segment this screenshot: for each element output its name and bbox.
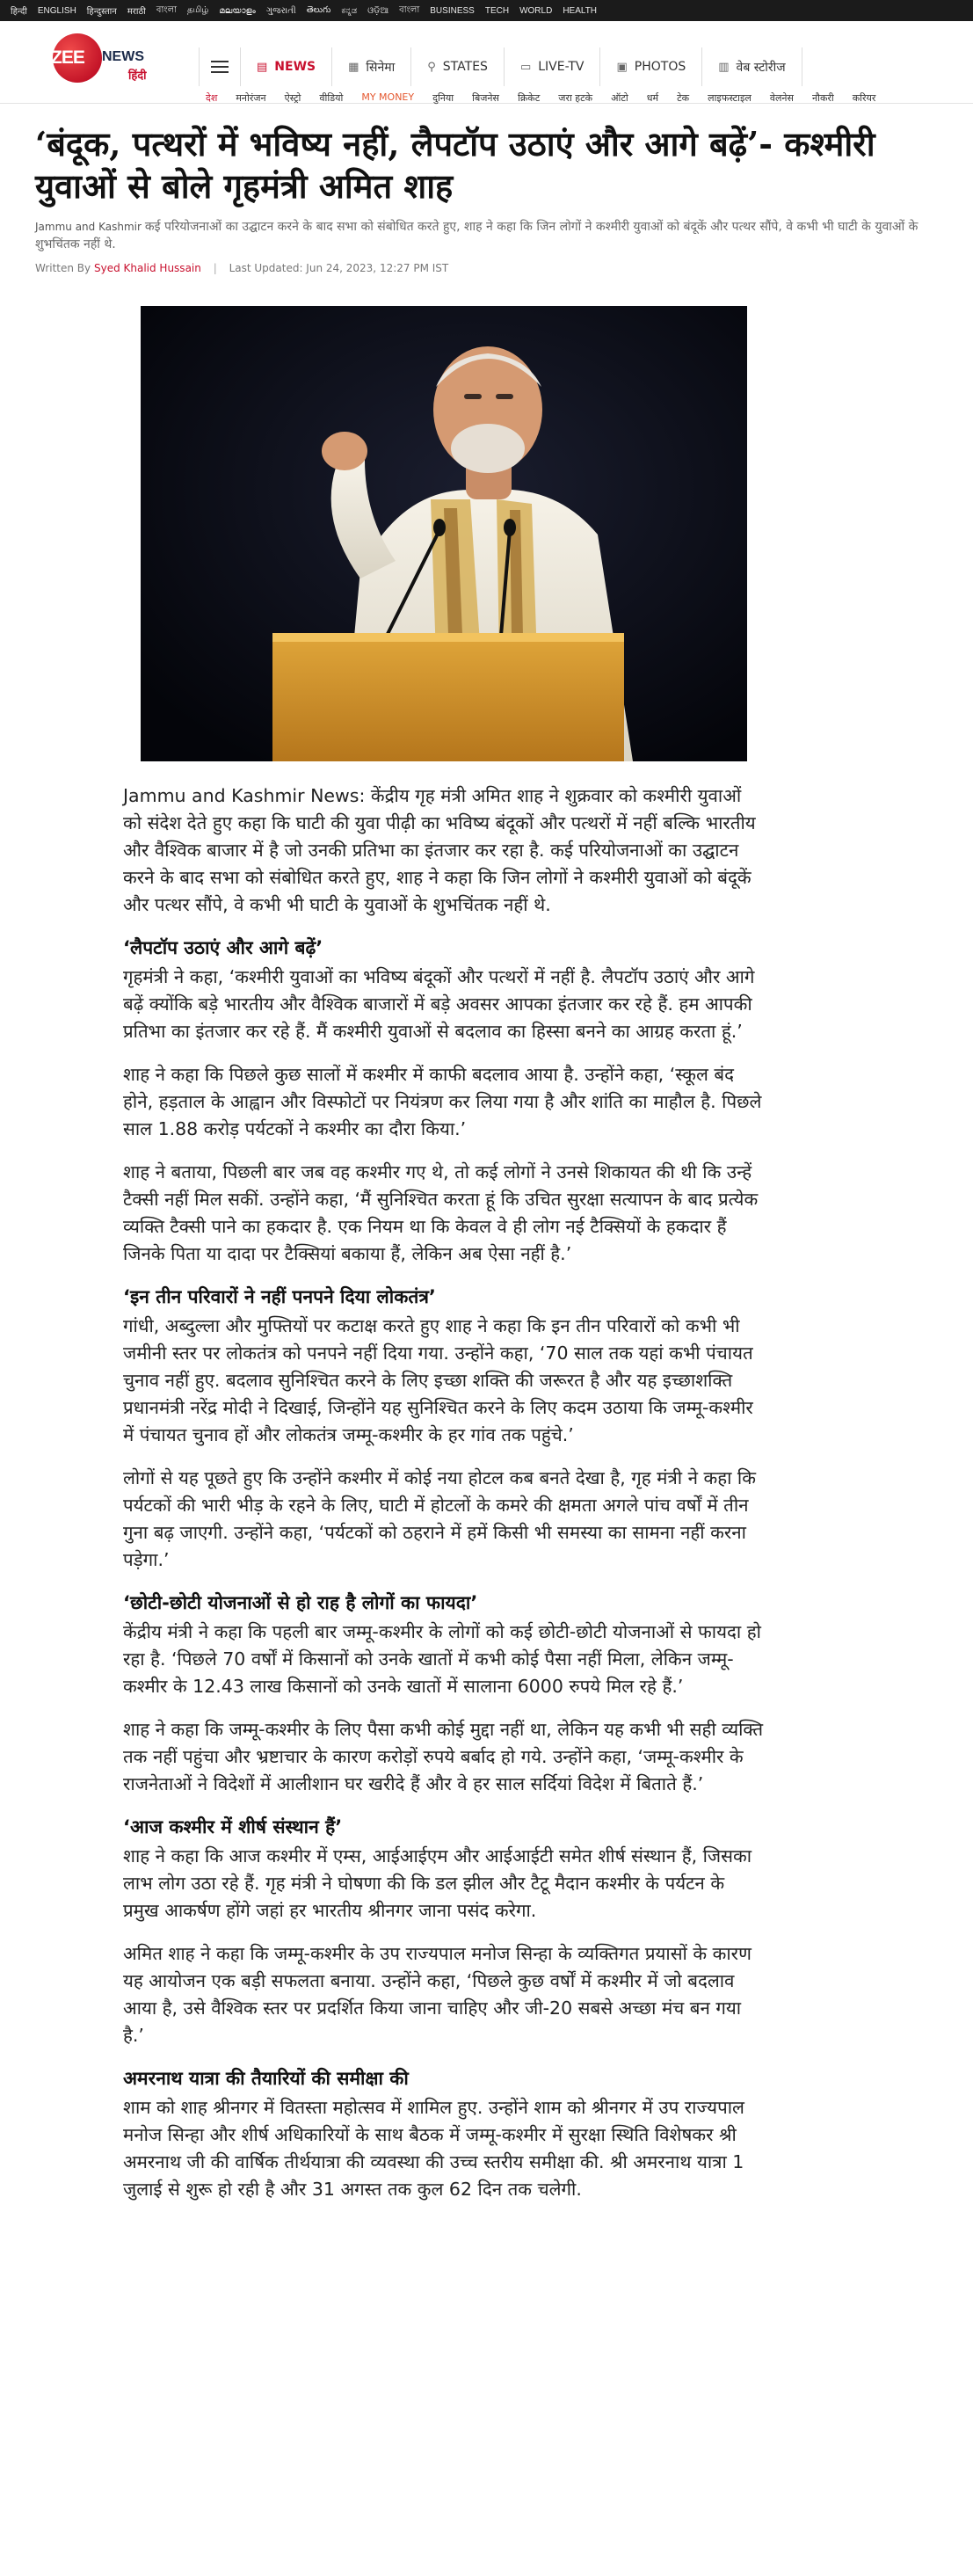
logo-zee-text: ZEE [51, 47, 84, 68]
language-link[interactable]: ಕನ್ನಡ [341, 5, 358, 16]
hero-image [141, 306, 747, 761]
sub-nav-link[interactable]: लाइफस्टाइल [708, 92, 752, 104]
sub-nav-link[interactable]: टेक [677, 92, 690, 104]
language-link[interactable]: తెలుగు [306, 5, 331, 15]
sub-nav-link[interactable]: दुनिया [432, 92, 454, 104]
hero-illustration [141, 306, 747, 761]
sub-nav-link[interactable]: ऐस्ट्रो [284, 92, 301, 104]
nav-item-live-tv[interactable] [505, 47, 601, 86]
written-by-label: Written By [35, 262, 91, 274]
article-paragraph: लोगों से यह पूछते हुए कि उन्होंने कश्मीर में कोई नया होटल कब बनते देखा है, गृह मंत्री ने कहा कि पर्यटकों की भारी भीड़ के रहने के लिए, घाटी में होटलों के कमरे की क्षमता अगले पांच वर्षों में तीन गुना बढ़ जाएगी. उन्होंने कहा, ‘पर्यटकों को ठहराने में हमें किसी भी समस्या का सामना नहीं करना पड़ेगा.’ [123, 1467, 756, 1570]
article-body [123, 782, 765, 2219]
language-link[interactable]: मराठी [127, 7, 146, 17]
language-link[interactable]: ENGLISH [37, 5, 76, 16]
summary-place: Jammu and Kashmir [35, 221, 142, 233]
sub-nav-link[interactable]: करियर [852, 92, 876, 104]
language-link[interactable]: HEALTH [563, 5, 598, 16]
language-link[interactable]: മലയാളം [219, 5, 256, 16]
sub-nav-link[interactable]: क्रिकेट [517, 92, 541, 104]
sub-nav-link[interactable]: वेलनेस [769, 92, 794, 104]
zee-news-logo[interactable] [46, 33, 158, 86]
sub-nav-link[interactable]: देश [206, 92, 218, 104]
language-link[interactable]: বাংলা [399, 4, 420, 15]
article-paragraph: शाम को शाह श्रीनगर में वितस्ता महोत्सव में शामिल हुए. उन्होंने शाम को श्रीनगर में उप राज्यपाल मनोज सिन्हा और शीर्ष अधिकारियों के साथ बैठक में जम्मू-कश्मीर में सुरक्षा स्थिति विशेषकर श्री अमरनाथ जी की वार्षिक तीर्थयात्रा की व्यवस्था की उच्च स्तरीय समीक्षा की. श्री अमरनाथ यात्रा 1 जुलाई से शुरू हो रही है और 31 अगस्त तक कुल 62 दिन तक चलेगी. [123, 2097, 744, 2200]
sub-nav [206, 91, 894, 105]
article-paragraph: शाह ने कहा कि पिछले कुछ सालों में कश्मीर में काफी बदलाव आया है. उन्होंने कहा, ‘स्कूल बंद होने, हड़ताल के आह्वान और विस्फोटों पर नियंत्रण कर लिया गया है और शांति का माहौल है. पिछले साल 1.88 करोड़ पर्यटकों ने कश्मीर का दौरा किया.’ [123, 1064, 762, 1139]
byline [35, 262, 923, 274]
sub-nav-link[interactable]: जरा हटके [558, 92, 593, 104]
article-subheading: अमरनाथ यात्रा की तैयारियों की समीक्षा की [123, 2068, 409, 2089]
hamburger-menu-icon[interactable] [199, 47, 241, 86]
sub-nav-link[interactable]: नौकरी [811, 92, 834, 104]
sub-nav-link[interactable]: मनोरंजन [236, 92, 266, 104]
nav-item-item-1[interactable] [332, 47, 411, 86]
language-link[interactable]: বাংলা [156, 4, 178, 15]
article-paragraph: केंद्रीय मंत्री ने कहा कि पहली बार जम्मू-कश्मीर के लोगों को कई छोटी-छोटी योजनाओं से फायदा हो रहा है. ‘पिछले 70 वर्षों में किसानों को उनके खातों में कभी कोई पैसा नहीं मिला, लेकिन जम्मू-कश्मीर के 12.43 लाख किसानों को उनके खातों में सालाना 6000 रुपये मिल रहे हैं.’ [123, 1621, 761, 1697]
site-header [0, 21, 973, 104]
summary-text: कई परियोजनाओं का उद्घाटन करने के बाद सभा को संबोधित करते हुए, शाह ने कहा कि जिन लोगों ने कश्मीरी युवाओं को बंदूकें और पत्थर सौंपे, वे कभी भी घाटी के युवाओं के शुभचिंतक नहीं थे. [35, 220, 919, 251]
photo-icon: ▣ [616, 60, 628, 74]
language-link[interactable]: TECH [484, 5, 510, 16]
news-icon: ▤ [257, 60, 268, 74]
article-subheading: ‘आज कश्मीर में शीर्ष संस्थान हैं’ [123, 1816, 343, 1837]
nav-item-label: LIVE-TV [538, 60, 585, 74]
language-link[interactable]: हिन्दुस्तान [86, 7, 117, 17]
nav-item-label: PHOTOS [634, 60, 686, 74]
nav-item-item-5[interactable] [702, 47, 802, 86]
article-headline: ‘बंदूक, पत्थरों में भविष्य नहीं, लैपटॉप उठाएं और आगे बढ़ें’- कश्मीरी युवाओं से बोले गृहमंत्री अमित शाह [35, 124, 875, 206]
sub-nav-link[interactable]: वीडियो [319, 92, 344, 104]
sub-nav-link[interactable]: बिजनेस [472, 92, 499, 104]
author-link[interactable]: Syed Khalid Hussain [93, 262, 201, 274]
sub-nav-link[interactable]: धर्म [646, 92, 659, 104]
article-paragraph: गृहमंत्री ने कहा, ‘कश्मीरी युवाओं का भविष्य बंदूकों और पत्थरों में नहीं है. लैपटॉप उठाएं और आगे बढ़ें क्योंकि बड़े भारतीय और वैश्विक बाजारों में बड़े अवसर आपका इंतजार कर रहे हैं. हम आपकी प्रतिभा का इंतजार कर रहे हैं. मैं कश्मीरी युवाओं से बदलाव का हिस्सा बनने का आग्रह करता हूं.’ [123, 966, 755, 1042]
sub-nav-link[interactable]: MY MONEY [361, 91, 415, 103]
nav-item-label: वेब स्टोरीज [736, 60, 786, 75]
nav-item-news[interactable] [241, 47, 332, 86]
language-bar [0, 0, 973, 21]
main-nav [199, 47, 802, 86]
language-link[interactable]: ગુજરાતી [265, 5, 296, 16]
article-subheading: ‘इन तीन परिवारों ने नहीं पनपने दिया लोकतंत्र’ [123, 1286, 436, 1307]
article-summary [35, 218, 923, 253]
nav-item-label: STATES [442, 60, 488, 74]
nav-item-label: सिनेमा [366, 60, 396, 75]
language-link[interactable]: हिन्दी [11, 7, 27, 17]
language-link[interactable]: WORLD [519, 5, 553, 16]
article-paragraph: शाह ने बताया, पिछली बार जब वह कश्मीर गए थे, तो कई लोगों ने उनसे शिकायत की थी कि उन्हें टैक्सी नहीं मिल सकीं. उन्होंने कहा, ‘मैं सुनिश्चित करता हूं कि उचित सुरक्षा सत्यापन के बाद प्रत्येक व्यक्ति टैक्सी पाने का हकदार है. एक नियम था कि केवल वे ही लोग नई टैक्सियों के हकदार हैं जिनके पिता या दादा पर टैक्सियां बकाया हैं, लेकिन अब ऐसा नहीं है.’ [123, 1161, 759, 1264]
article-paragraph: अमित शाह ने कहा कि जम्मू-कश्मीर के उप राज्यपाल मनोज सिन्हा के व्यक्तिगत प्रयासों के कारण यह आयोजन एक बड़ी सफलता बनाया. उन्होंने कहा, ‘पिछले कुछ वर्षों में कश्मीर में जो बदलाव आया है, उसे वैश्विक स्तर पर प्रदर्शित किया जाना चाहिए और जी-20 सबसे अच्छा मंच बन गया है.’ [123, 1943, 752, 2046]
article-paragraph: शाह ने कहा कि आज कश्मीर में एम्स, आईआईएम और आईआईटी समेत शीर्ष संस्थान हैं, जिसका लाभ लोग उठा रहे हैं. गृह मंत्री ने घोषणा की कि डल झील और टैटू मैदान कश्मीर के पर्यटन के प्रमुख आकर्षण होंगे जहां हर भारतीय श्रीनगर जाना पसंद करेगा. [123, 1845, 752, 1921]
last-updated: Last Updated: Jun 24, 2023, 12:27 PM IST [229, 262, 449, 274]
language-link[interactable]: ଓଡ଼ିଆ [367, 5, 389, 16]
nav-item-label: NEWS [274, 60, 316, 74]
article-subheading: ‘छोटी-छोटी योजनाओं से हो राह है लोगों का फायदा’ [123, 1592, 478, 1613]
web-stories-icon: ▥ [718, 60, 730, 74]
article-subheading: ‘लैपटॉप उठाएं और आगे बढ़ें’ [123, 937, 323, 958]
article-paragraph: शाह ने कहा कि जम्मू-कश्मीर के लिए पैसा कभी कोई मुद्दा नहीं था, लेकिन यह कभी भी सही व्यक्ति तक नहीं पहुंचा और भ्रष्टाचार के कारण करोड़ों रुपये बर्बाद हो गये. उन्होंने कहा, ‘जम्मू-कश्मीर के राजनेताओं ने विदेशों में आलीशान घर खरीदे हैं और वे हर साल सर्दियां विदेश में बिताते हैं.’ [123, 1719, 764, 1794]
byline-separator: | [213, 262, 217, 274]
nav-item-photos[interactable] [600, 47, 702, 86]
logo-news-text: NEWS [102, 49, 144, 64]
logo-hindi-text: हिंदी [128, 69, 147, 83]
sub-nav-link[interactable]: ऑटो [611, 92, 628, 104]
nav-item-states[interactable] [411, 47, 505, 86]
tv-icon: ▭ [519, 60, 532, 74]
article-header [35, 123, 923, 274]
language-link[interactable]: BUSINESS [430, 5, 475, 16]
article-paragraph: Jammu and Kashmir News: केंद्रीय गृह मंत्री अमित शाह ने शुक्रवार को कश्मीरी युवाओं को संदेश देते हुए कहा कि घाटी की युवा पीढ़ी का भविष्य बंदूकों और पत्थरों में नहीं बल्कि भारतीय और वैश्विक बाजार में है जो उनकी प्रतिभा का इंतजार कर रहा है. कई परियोजनाओं का उद्घाटन करने के बाद सभा को संबोधित करते हुए, शाह ने कहा कि जिन लोगों ने कश्मीरी युवाओं को बंदूकें और पत्थर सौंपे, वे कभी भी घाटी के युवाओं के शुभचिंतक नहीं थे. [123, 785, 756, 915]
language-link[interactable]: தமிழ் [187, 5, 209, 15]
location-icon: ⚲ [427, 60, 436, 74]
cinema-icon: ▦ [348, 60, 359, 74]
article-paragraph: गांधी, अब्दुल्ला और मुफ्तियों पर कटाक्ष करते हुए शाह ने कहा कि इन तीन परिवारों को कभी भी जमीनी स्तर पर लोकतंत्र को पनपने नहीं दिया गया. उन्होंने कहा, ‘70 साल तक यहां कभी पंचायत चुनाव नहीं हुए. बदलाव सुनिश्चित करने के लिए इच्छा शक्ति की जरूरत है और यह इच्छाशक्ति प्रधानमंत्री नरेंद्र मोदी ने दिखाई, जिन्होंने यह सुनिश्चित करने के लिए कदम उठाया कि जम्मू-कश्मीर में पंचायत चुनाव हों और लोकतंत्र जम्मू-कश्मीर के हर गांव तक पहुंचे.’ [123, 1315, 753, 1445]
